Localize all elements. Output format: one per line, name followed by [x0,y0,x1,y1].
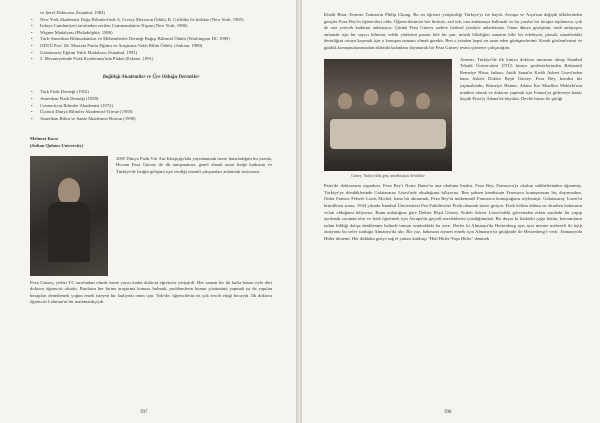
list-item: ve Şeref Doktorası (İstanbul, 1984) [40,10,105,15]
list-item: • New York Akademisi Doğa Bilimleri'nde A. Cressy Morrison Ödülü, R. Griffiths ile birlikte (New York, 1985) [30,17,272,24]
face-shape [364,89,378,105]
memberships-list [30,89,272,122]
author-affiliation: (Sultan Qaboos University) [30,142,84,148]
left-page-content [30,10,272,306]
group-photo [324,59,452,171]
body-paragraph: Paris'de doktorasını yaparken, Feza Bey'i Notre Dame'ın ana okuluna bıraktı. Feza Bey, Fransızca'yı okulun sahibelerinden öğrenmiş. Türkiye'ye döndüklerinde Galatasaray Lisesi'nde okuduğunu biliyoruz. Ben şahsen kendisinin Fransızca konuşmasını hiç duyamadım. Onlar Fransız Felsefe Louis Michel, bana bir aktarmak, Feza Bey'in mükemmel Fransızca konuştuğunu söylemişti. Galatasaray Lisesi'ni bitirdikten sonra, 1944 yılında İstanbul Üniversitesi Fen Fakültesi'ne Fizik okumak üzere giriyor. Fizik bölüm dahası ne okurken babasının vefatı olduğunu biliyoruz. Bunu anlattığına göre Doktor Reşit Gürsey, Kuleli Askeri Lisesi'ndeki görevinden erken saydadır bir yapıp ayrılmak zorunda olur ve fizik öğretmek için Avrupa'da geçirdi mesleklerini çözdüğümüzü. Bir duyar ki fizikteki çağrı bütün, kavramların tadını bildiği dalışa denklenme halinde tumun semboldaki bu yere. Derler ki Almanya'da Heisenberg ayıs aysi memiz mebereli ile üçtü zinsyonu bu sefer sonluğa Almanya'da alır. Bir yaz, babasına ziyaret etmek için Almanya'ya gittiğinde ile Heisenberg'e verir. Almanya'da Hitler dönemi. Her dükkânı giriye sağ el yukarı kaldırıp "Heil Hitler-Yaşa Hitler" denmek [324,183,582,241]
table-shape [330,119,446,149]
intro-paragraph: 2005 Dünya Fizik Yılı Anı Kitapçığı'nda yayınlanmak üzere hazırladığım bu yazıda, Hocam Feza Gürsey ile ilk tanışmamızı, genel olarak onun fiziğe katkısını ve Türkiye'de fiziğin gelişimi için verdiği önemli çalışmaları anlatmak istiyorum. [116,155,272,174]
face-shape [338,93,352,109]
list-item: • Amerikan Fizik Derneği (1958) [30,96,272,103]
portrait-photo [30,156,108,276]
body-shape [48,202,90,262]
list-item: • Connecticut Bilimler Akademisi (1972) [30,103,272,110]
figure-block [324,56,582,178]
awards-list [30,10,272,63]
right-page [302,0,600,423]
list-item: • Üçüncü Dünya Bilimler Akademisi-Trieste (1983) [30,109,272,116]
face-shape [390,91,404,107]
list-item: • Amerikan Bilim ve Sanat Akademisi-Boston (1990) [30,116,272,123]
left-page [0,0,296,423]
side-paragraph: Annem, Türkiye'de ilk kimya doktora unvanını almış İstanbul Teknik Üniversitesi (İTÜ) kimya profesörlerinden Rabiaatül Remziye Hisar, babası, Antik Sanat'ta Kırklı Askeri Lisesi'nden bana Askeri Doktor Reşit Gürsey. Feza Bey, kendisi bir yapmaktadır, Remziye Hanım, Adana Kız Muallim Mektebi'nin müdüre olarak ve doktora yapmak için Fransa'ya giderseye kadar küçük Feza'yı Adana'da büyüttü. Devlet bursu ile gittiği [460,56,582,102]
page-number: 397 [140,410,148,415]
top-paragraph: Khalil Bitar, Ernesto Taiman'ın Philip Chung. Bu en öğrenci yetiştirdiği Türkiye'yi ise kaydı. Avrupa ve Asya'nın değişik ülkelerinden gençler Feza Bey'in öğrencileri oldu. Öğrencilerimizi her birimiz, asıl tek, ona anlatmaya kalkmak ve bu yazılar bir kitapta toplanırsa, çok de ona yetecek kadarını anlamayız. Çünkü Feza Gürsey sadece fiziksel yönüyle anlatılamaz. Onun dünya görüşünü, tarih anlayışını anlamak için bir sayıyı bilmeni, edebi yönlerini paranı bile bir şair, müzik bilirliğini sanatını bilir bir edebiyatı, plastik sanatlardaki derinliğini ortaya koymak için o konuşan uzmanı olmak gerekir. Ben o yönden hepsi en uzun eden görüşmelerimi. Kendi gözlemlerimi ve günlük konuşmalarımızdan aklımda kalanlara dayanarak bir Feza Gürsey resmi çizmeye çalışacağım. [324,12,582,50]
list-item: • ODTÜ Prof. Dr. Mustafa Parlar Eğitim ve Araştırma Vakfı Bilim Ödülü, (Ankara, 1989) [30,43,272,50]
face-shape [58,178,80,204]
list-item: • 5. Mezuniyetinde Fizik Konferansı'nda Plaket (Eskene, 1991) [30,56,272,63]
list-item: • Wigner Madalyası (Philadelphia, 1986) [30,30,272,37]
figure-row [30,156,272,276]
page-number: 398 [444,410,452,415]
photo-caption: Gürsey, Türkiye'deki genç meslektaşları ile birlikte [351,173,425,178]
body-paragraph: Feza Gürsey, yedisi YC tarafından olmak üzere yarısı kadar doktora öğrencisi yetiştirdi. Her zaman bir iki hafta basını öyle dört doktora öğrencisi olurdu. Bunların her birine araştırma konusu bulmak, problemlerin bunun çözümünü yapmak ya da yapılan hesapları denetlemek yoğun emek isteyen bir faaliyetti onun için. Yale'de, öğrencilerin en çok tercih ettiği hocaydı. İlk doktora öğrencisi Lehman'ın bir matematikçiydi [30,279,272,305]
group-photo-figure [324,59,452,180]
author-name: Mehmet Kocu [30,136,58,142]
face-shape [416,93,430,109]
section-heading: Bağlılığı Akademiler ve Üye Olduğu Dernekler [102,74,200,80]
right-page-content [324,12,582,243]
list-item: • Türk Fizik Derneği (1952) [30,89,272,96]
list-item: • Galatasaray Eğitim Vakfı Madalyası (İstanbul, 1991) [30,50,272,57]
list-item: • Türk-Amerikan Bilimadamları ve Mühendisleri Derneği Bağışı Bilimsel Ödülü (Washington DC 1989) [30,36,272,43]
list-item: • Isifaya Cumhuriyeti tarafından verilen Commendatore Nişanı (New York, 1986) [30,23,272,30]
